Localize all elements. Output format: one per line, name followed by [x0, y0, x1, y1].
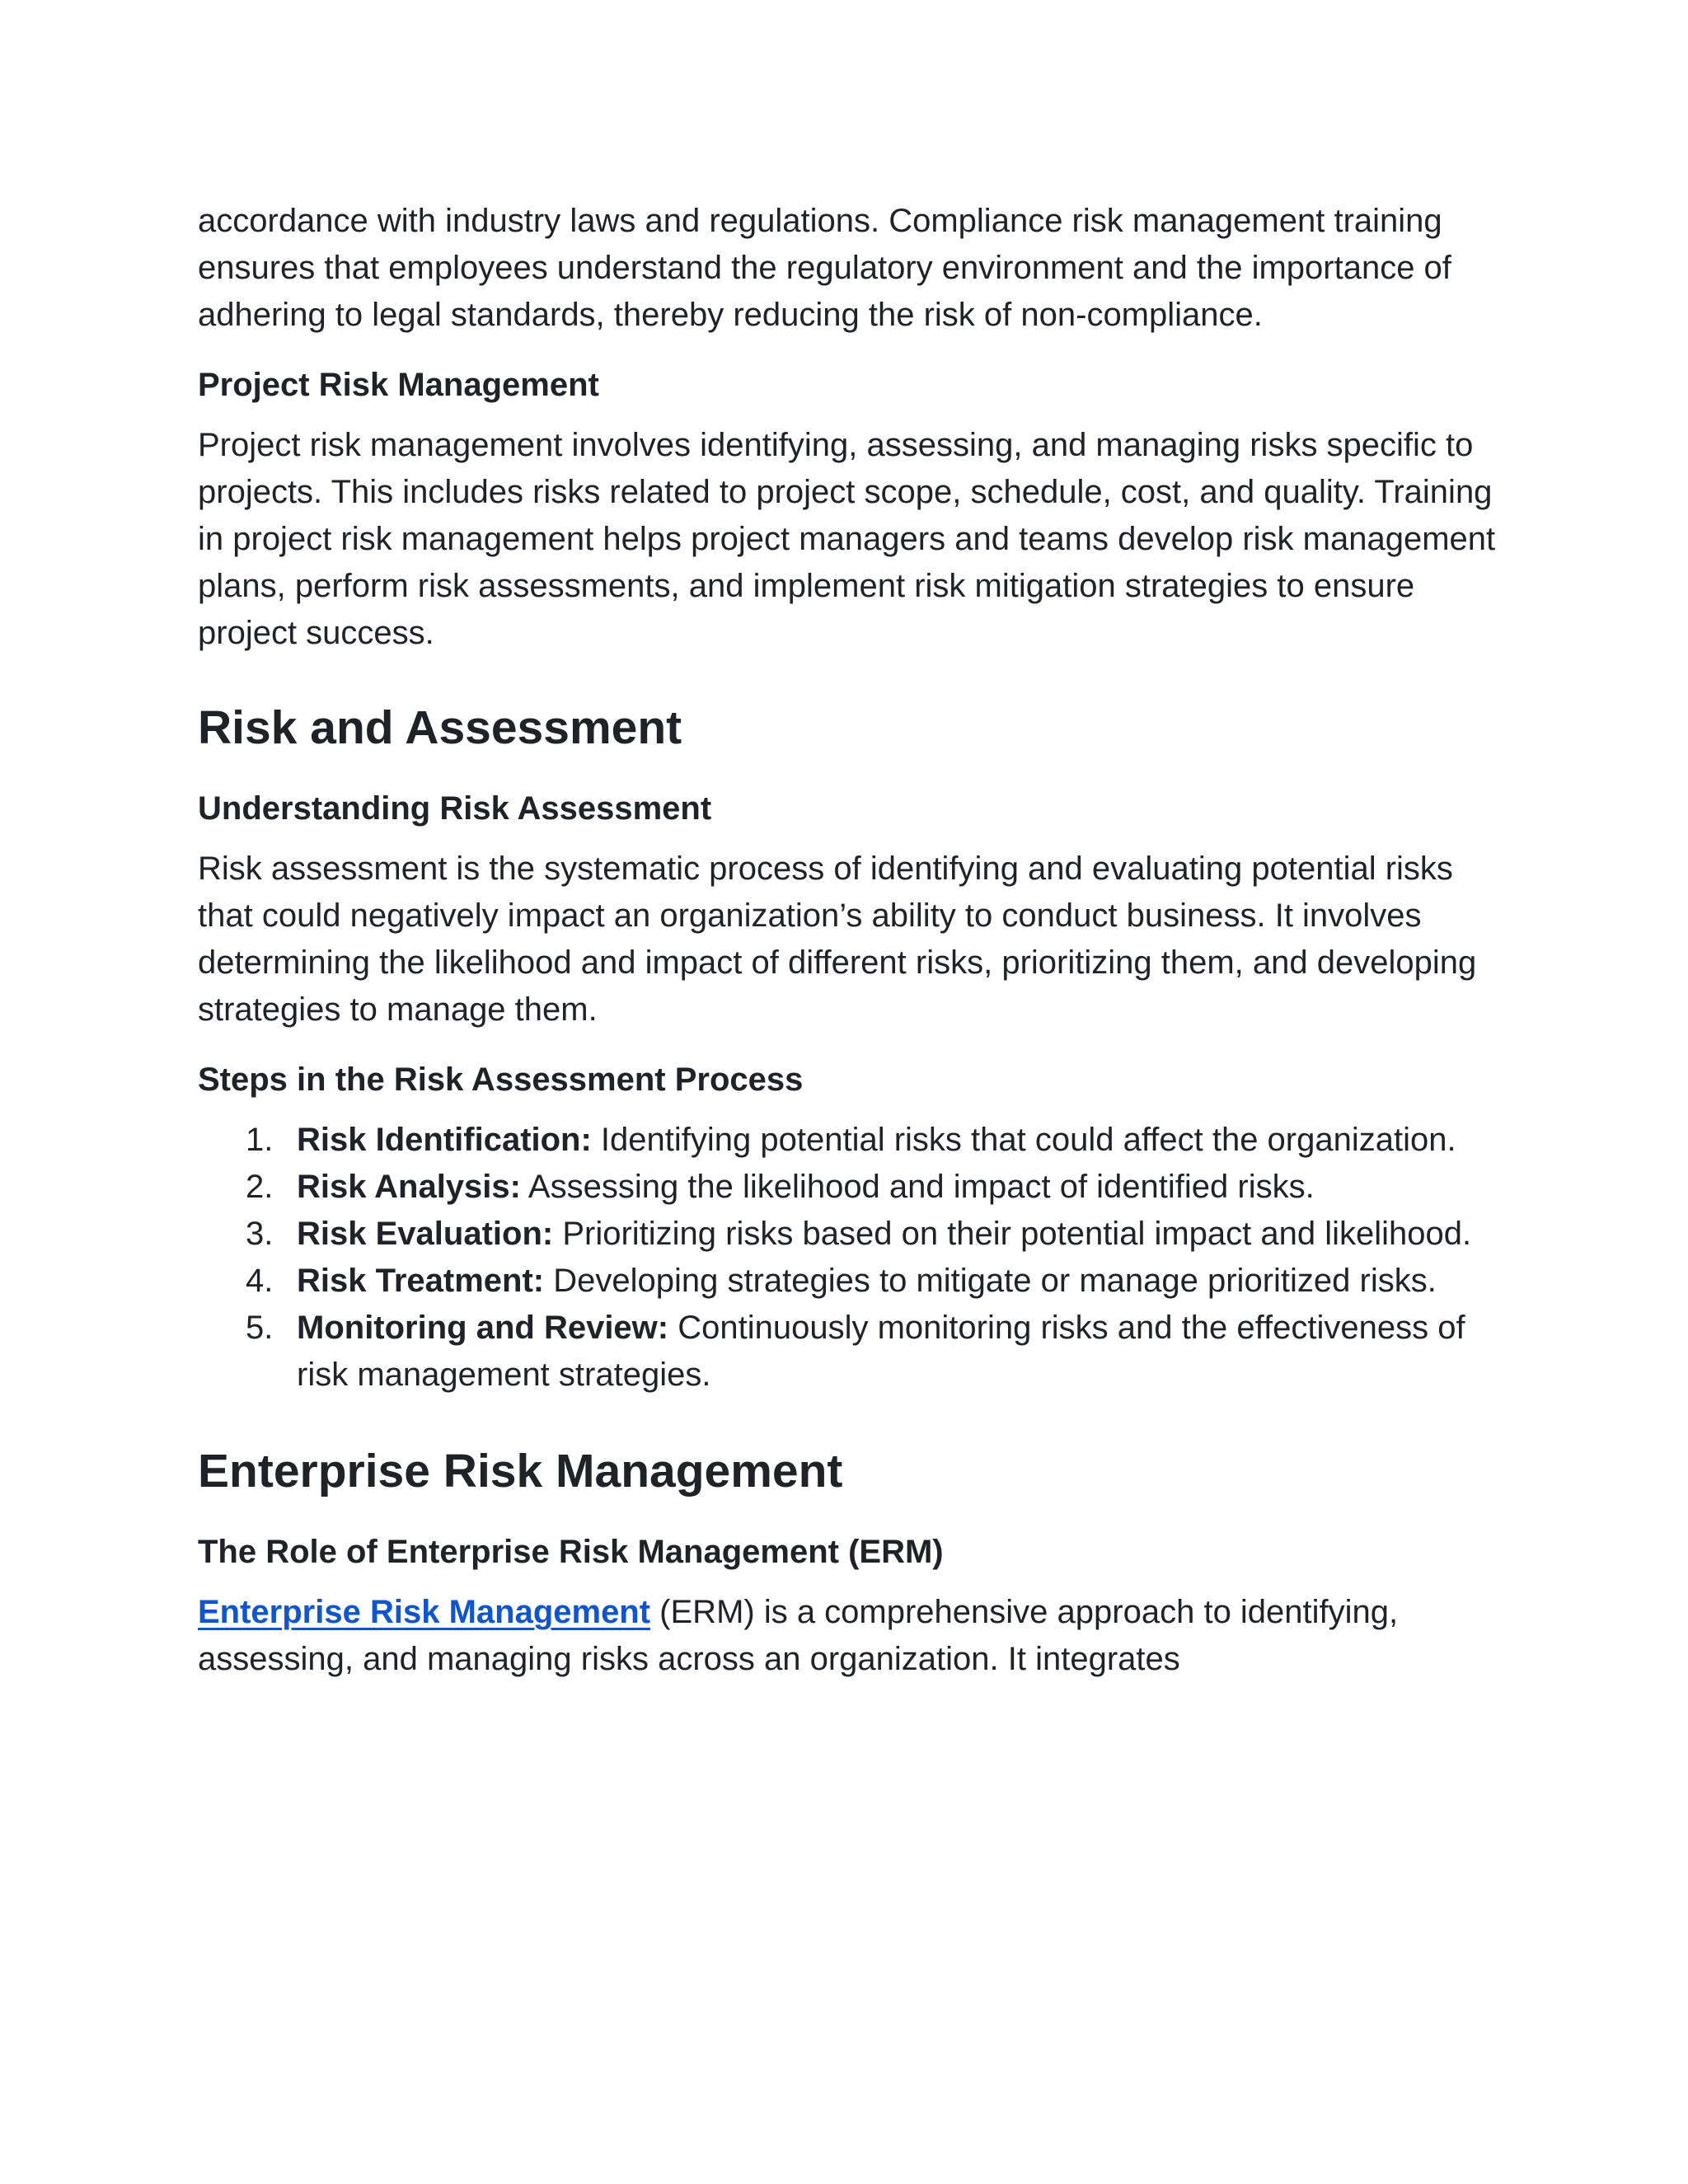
intro-paragraph: accordance with industry laws and regulations. Compliance risk management training ensures that employees understand the regulatory environment and the importance of adhering to legal standards, thereby reducing the risk of non-compliance. — [198, 203, 1451, 333]
list-item-term: Risk Analysis: — [297, 1169, 521, 1205]
steps-heading: Steps in the Risk Assessment Process — [198, 1062, 804, 1098]
list-item-number: 2. — [246, 1169, 274, 1205]
list-item — [198, 1211, 1500, 1258]
project-risk-paragraph: Project risk management involves identifying, assessing, and managing risks specific to projects. This includes risks related to project scope, schedule, cost, and quality. Training in project risk management helps project managers and teams develop risk management plans, perform risk assessments, and implement risk mitigation strategies to ensure project success. — [198, 427, 1496, 651]
list-item-text: Developing strategies to mitigate or manage prioritized risks. — [544, 1263, 1437, 1299]
erm-link[interactable]: Enterprise Risk Management — [198, 1594, 651, 1630]
list-item-number: 3. — [246, 1216, 274, 1252]
list-item-text: Prioritizing risks based on their potential impact and likelihood. — [553, 1216, 1472, 1252]
list-item-number: 4. — [246, 1263, 274, 1299]
list-item — [198, 1258, 1500, 1305]
list-item — [198, 1305, 1500, 1399]
list-item-term: Risk Identification: — [297, 1122, 592, 1158]
list-item-term: Risk Treatment: — [297, 1263, 545, 1299]
list-item — [198, 1117, 1500, 1164]
understanding-risk-heading: Understanding Risk Assessment — [198, 790, 712, 827]
understanding-risk-paragraph: Risk assessment is the systematic process of identifying and evaluating potential risks that could negatively impact an organization’s ability to conduct business. It involves determining the likelihood and impact of different risks, prioritizing them, and developing strategies to manage them. — [198, 851, 1477, 1028]
list-item-text: Identifying potential risks that could affect the organization. — [591, 1122, 1456, 1158]
list-item-term: Monitoring and Review: — [297, 1310, 669, 1346]
list-item-term: Risk Evaluation: — [297, 1216, 554, 1252]
list-item-number: 5. — [246, 1310, 274, 1346]
list-item-text: Assessing the likelihood and impact of identified risks. — [520, 1169, 1315, 1205]
list-item-text: Continuously monitoring risks and the effectiveness of risk management strategies. — [297, 1310, 1465, 1393]
list-item-number: 1. — [246, 1122, 274, 1158]
erm-paragraph — [198, 1589, 1500, 1683]
document-page — [198, 198, 1500, 1683]
project-risk-heading: Project Risk Management — [198, 367, 599, 403]
risk-assessment-heading: Risk and Assessment — [198, 701, 682, 754]
erm-heading: Enterprise Risk Management — [198, 1445, 843, 1497]
steps-list — [198, 1117, 1500, 1399]
list-item — [198, 1164, 1500, 1211]
erm-role-heading: The Role of Enterprise Risk Management (ERM) — [198, 1534, 944, 1570]
erm-paragraph-text: (ERM) is a comprehensive approach to identifying, assessing, and managing risks across an organization. It integrates — [198, 1594, 1399, 1677]
